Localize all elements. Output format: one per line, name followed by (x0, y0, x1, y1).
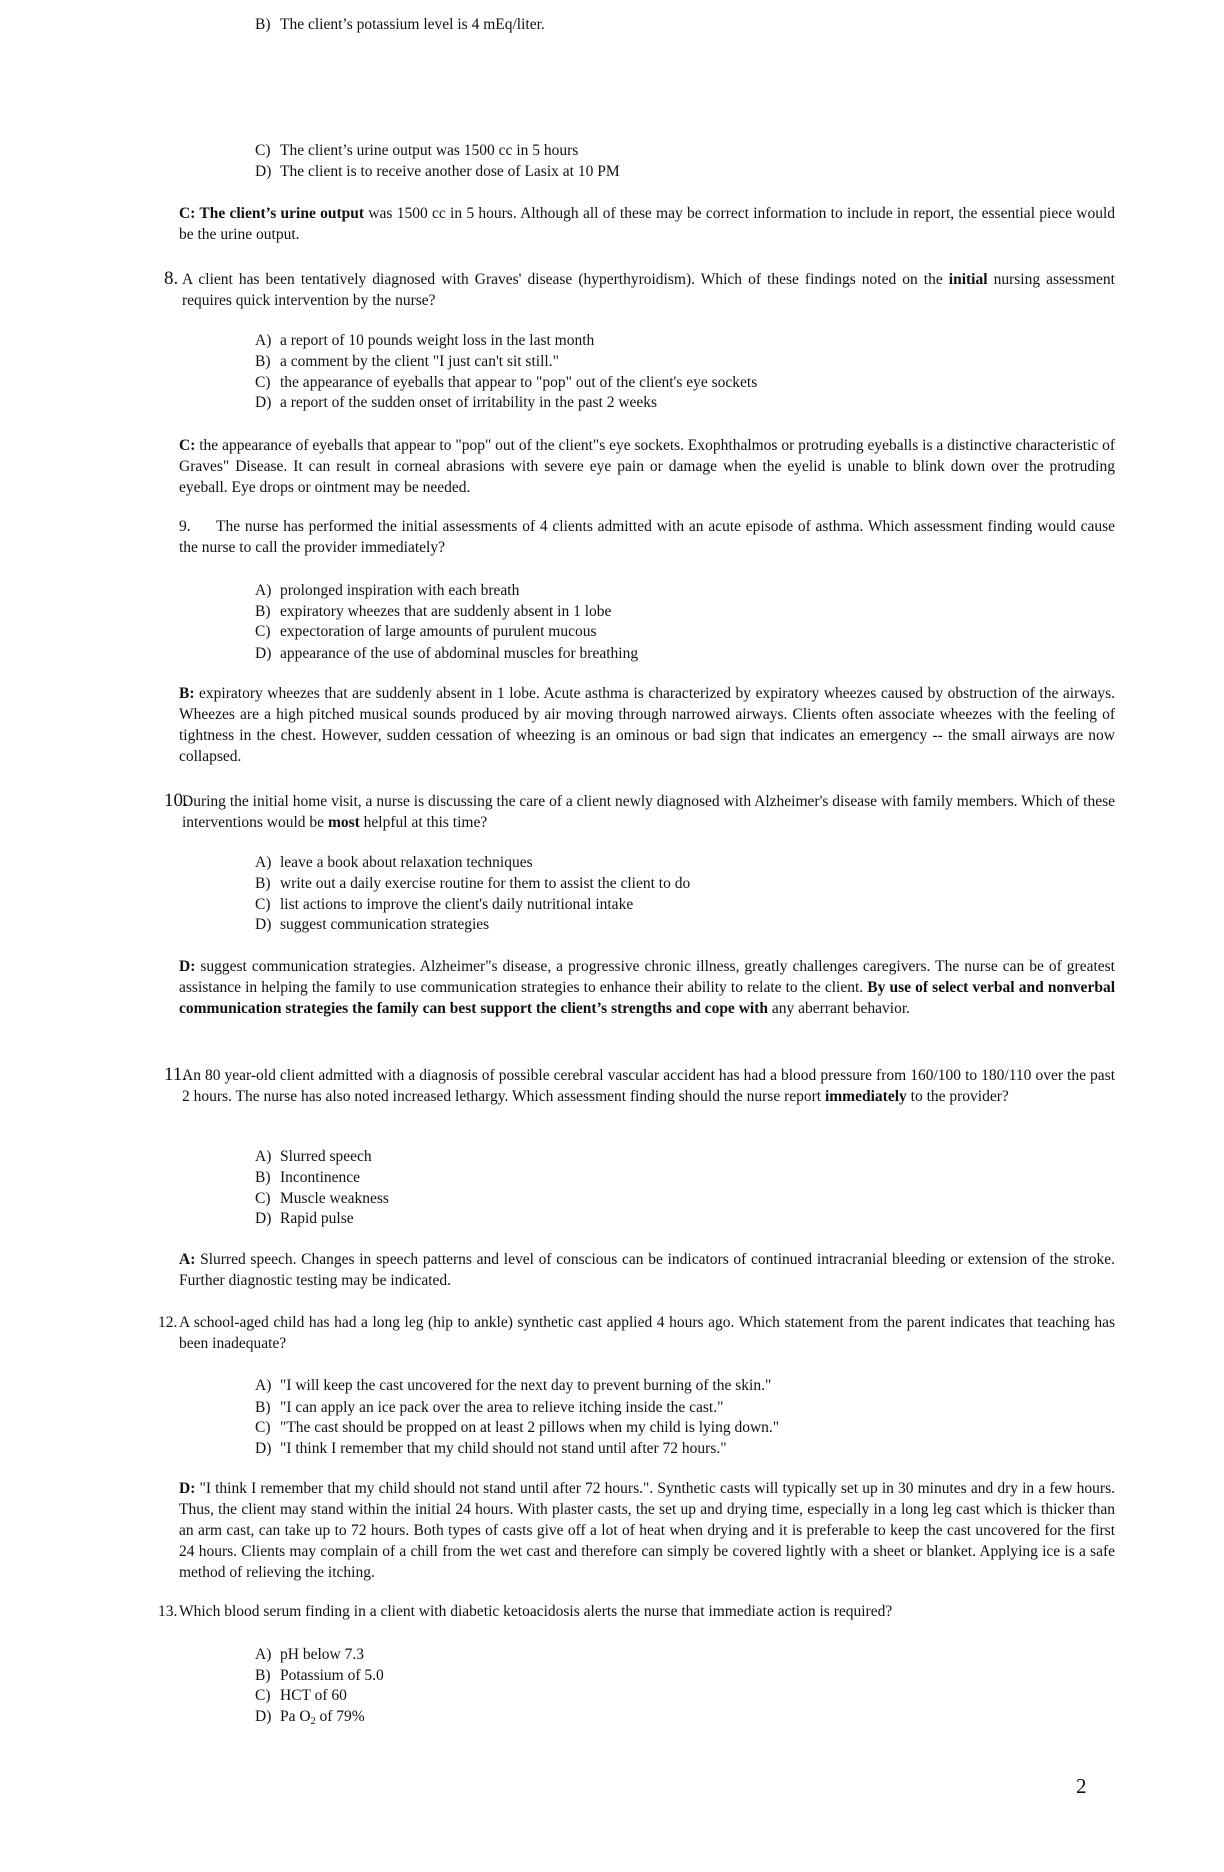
option-text: Muscle weakness (280, 1190, 389, 1207)
question-number: 10. (164, 790, 188, 811)
answer-bold: By use of select verbal and nonverbal communication strategies the family can best support the client’s strengths and cope with (179, 979, 1115, 1017)
option (255, 852, 533, 873)
option-letter: A) (255, 1148, 272, 1165)
option (255, 161, 620, 182)
option-text: Slurred speech (280, 1148, 372, 1165)
option (255, 1685, 347, 1706)
answer-key: C: (179, 205, 196, 222)
option-letter: D) (255, 163, 272, 180)
option-text: "The cast should be propped on at least 2 pillows when my child is lying down." (280, 1419, 780, 1436)
answer-text: the appearance of eyeballs that appear to "pop" out of the client"s eye sockets. Exophthalmos or protruding eyeballs is a distinctive characteristic of Graves" Disease. It can result in corneal abrasions with severe eye pain or damage when the eyelid is unable to blink down over the protruding eyeball. Eye drops or ointment may be needed. (179, 437, 1115, 496)
option-letter: A) (255, 854, 272, 871)
option-letter: B) (255, 875, 271, 892)
option-letter: B) (255, 1399, 271, 1416)
option (255, 351, 559, 372)
option-text: The client’s potassium level is 4 mEq/liter. (280, 16, 545, 33)
option (255, 643, 638, 664)
option (255, 580, 519, 601)
option-letter: A) (255, 1377, 272, 1394)
option (255, 14, 545, 35)
option (255, 1375, 771, 1396)
option-letter: A) (255, 332, 272, 349)
option-letter: D) (255, 1440, 272, 1457)
option-text: the appearance of eyeballs that appear to "pop" out of the client's eye sockets (280, 374, 758, 391)
option-text: Rapid pulse (280, 1210, 354, 1227)
option-letter: B) (255, 16, 271, 33)
option (255, 1397, 723, 1418)
answer-key: D: (179, 958, 196, 975)
option-text: prolonged inspiration with each breath (280, 582, 520, 599)
answer-bold: The client’s urine output (195, 205, 365, 222)
option (255, 1706, 365, 1727)
answer-explanation (179, 203, 1115, 245)
emphasis: most (327, 814, 360, 831)
option (255, 392, 657, 413)
option-letter: C) (255, 1190, 271, 1207)
option-text: leave a book about relaxation techniques (280, 854, 533, 871)
answer-text: Slurred speech. Changes in speech patterns and level of conscious can be indicators of continued intracranial bleeding or extension of the stroke. Further diagnostic testing may be indicated. (179, 1251, 1115, 1289)
option-text: a report of the sudden onset of irritability in the past 2 weeks (280, 394, 658, 411)
question-number: 9. (179, 518, 191, 535)
answer-explanation (179, 435, 1115, 498)
option-text: pH below 7.3 (280, 1646, 364, 1663)
question-number: 12. (158, 1314, 178, 1331)
question-text-part: nursing assessment requires quick intervention by the nurse? (182, 271, 1115, 309)
option (255, 330, 594, 351)
subscript: 2 (310, 1716, 316, 1727)
option (255, 1167, 360, 1188)
answer-explanation (179, 1478, 1115, 1583)
option (255, 873, 690, 894)
option-letter: C) (255, 623, 271, 640)
option (255, 1188, 389, 1209)
option-letter: A) (255, 1646, 272, 1663)
question-text (182, 791, 1115, 833)
option-text: "I can apply an ice pack over the area to relieve itching inside the cast." (280, 1399, 724, 1416)
option-text: expectoration of large amounts of purulent mucous (280, 623, 597, 640)
question-number: 8. (164, 268, 179, 289)
answer-text: suggest communication strategies. Alzheimer"s disease, a progressive chronic illness, greatly challenges caregivers. The nurse can be of greatest assistance in helping the family to use communication strategies to enhance their ability to relate to the client. (179, 958, 1115, 996)
option-text: Potassium of 5.0 (280, 1667, 384, 1684)
emphasis: immediately (824, 1088, 907, 1105)
option-text: suggest communication strategies (280, 916, 490, 933)
question-text: The nurse has performed the initial assessments of 4 clients admitted with an acute episode of asthma. Which assessment finding would cause the nurse to call the provider immediately? (179, 518, 1115, 556)
option-letter: C) (255, 1687, 271, 1704)
option-text: expiratory wheezes that are suddenly absent in 1 lobe (280, 603, 612, 620)
option-letter: D) (255, 1210, 272, 1227)
question-text-part: to the provider? (906, 1088, 1009, 1105)
option-letter: D) (255, 394, 272, 411)
emphasis: initial (948, 271, 988, 288)
option (255, 1417, 779, 1438)
option-text: a report of 10 pounds weight loss in the last month (280, 332, 595, 349)
option-letter: B) (255, 603, 271, 620)
option-letter: C) (255, 896, 271, 913)
option-letter: C) (255, 1419, 271, 1436)
answer-key: B: (179, 685, 195, 702)
option (255, 372, 757, 393)
option (255, 1208, 354, 1229)
question-number: 11. (164, 1064, 188, 1085)
question-text-part: helpful at this time? (359, 814, 488, 831)
option-letter: D) (255, 1708, 272, 1725)
question-text: Which blood serum finding in a client with diabetic ketoacidosis alerts the nurse that immediate action is required? (179, 1603, 893, 1620)
option-letter: C) (255, 374, 271, 391)
question-text (182, 1065, 1115, 1107)
option (255, 894, 633, 915)
option-letter: B) (255, 1169, 271, 1186)
answer-text: "I think I remember that my child should not stand until after 72 hours.". Synthetic casts will typically set up in 30 minutes and dry in a few hours. Thus, the client may stand within the initial 24 hours. With plaster casts, the set up and drying time, especially in a long leg cast which is thicker than an arm cast, can take up to 72 hours. Both types of casts give off a lot of heat when drying and it is preferable to keep the cast uncovered for the first 24 hours. Clients may complain of a chill from the wet cast and therefore can simply be covered lightly with a sheet or blanket. Applying ice is a safe method of relieving the itching. (179, 1480, 1115, 1581)
option-text: a comment by the client "I just can't sit still." (280, 353, 559, 370)
option-text: "I will keep the cast uncovered for the next day to prevent burning of the skin." (280, 1377, 772, 1394)
answer-explanation (179, 1249, 1115, 1291)
option-text: write out a daily exercise routine for them to assist the client to do (280, 875, 691, 892)
option-text: Incontinence (280, 1169, 361, 1186)
option-letter: D) (255, 645, 272, 662)
question-number: 13. (158, 1603, 178, 1620)
option-text: "I think I remember that my child should not stand until after 72 hours." (280, 1440, 727, 1457)
option-text: Pa O (280, 1708, 311, 1725)
option-text: HCT of 60 (280, 1687, 347, 1704)
answer-explanation (179, 956, 1115, 1019)
option-letter: C) (255, 142, 271, 159)
option (255, 1644, 364, 1665)
option-letter: B) (255, 353, 271, 370)
option (255, 1438, 727, 1459)
option (255, 621, 597, 642)
question-text (182, 269, 1115, 311)
option-text: of 79% (315, 1708, 365, 1725)
answer-text: was 1500 cc in 5 hours. Although all of these may be correct information to include in report, the essential piece would be the urine output. (179, 205, 1115, 243)
option-text: list actions to improve the client's daily nutritional intake (280, 896, 634, 913)
option-text: The client is to receive another dose of Lasix at 10 PM (280, 163, 620, 180)
question-text-part: An 80 year-old client admitted with a diagnosis of possible cerebral vascular accident has had a blood pressure from 160/100 to 180/110 over the past 2 hours. The nurse has also noted increased lethargy. Which assessment finding should the nurse report (182, 1067, 1115, 1105)
option-text: The client’s urine output was 1500 cc in 5 hours (280, 142, 579, 159)
question-text-part: During the initial home visit, a nurse is discussing the care of a client newly diagnosed with Alzheimer's disease with family members. Which of these interventions would be (182, 793, 1115, 831)
option-letter: D) (255, 916, 272, 933)
answer-text: expiratory wheezes that are suddenly absent in 1 lobe. Acute asthma is characterized by expiratory wheezes caused by obstruction of the airways. Wheezes are a high pitched musical sounds produced by air moving through narrowed airways. Clients often associate wheezes with the feeling of tightness in the chest. However, sudden cessation of wheezing is an ominous or bad sign that indicates an emergency -- the small airways are now collapsed. (179, 685, 1115, 765)
answer-key: C: (179, 437, 196, 454)
option (255, 1665, 384, 1686)
option-letter: B) (255, 1667, 271, 1684)
answer-key: A: (179, 1251, 196, 1268)
option-letter: A) (255, 582, 272, 599)
option (255, 140, 578, 161)
page-number: 2 (1076, 1774, 1087, 1798)
answer-key: D: (179, 1480, 196, 1497)
question-text-part: A client has been tentatively diagnosed with Graves' disease (hyperthyroidism). Which of these findings noted on the (182, 271, 949, 288)
option-text: appearance of the use of abdominal muscles for breathing (280, 645, 639, 662)
answer-explanation (179, 683, 1115, 767)
answer-text: any aberrant behavior. (767, 1000, 911, 1017)
option (255, 914, 489, 935)
option (255, 1146, 372, 1167)
question-text: A school-aged child has had a long leg (hip to ankle) synthetic cast applied 4 hours ago. Which statement from the parent indicates that teaching has been inadequate? (179, 1314, 1115, 1352)
option (255, 601, 611, 622)
